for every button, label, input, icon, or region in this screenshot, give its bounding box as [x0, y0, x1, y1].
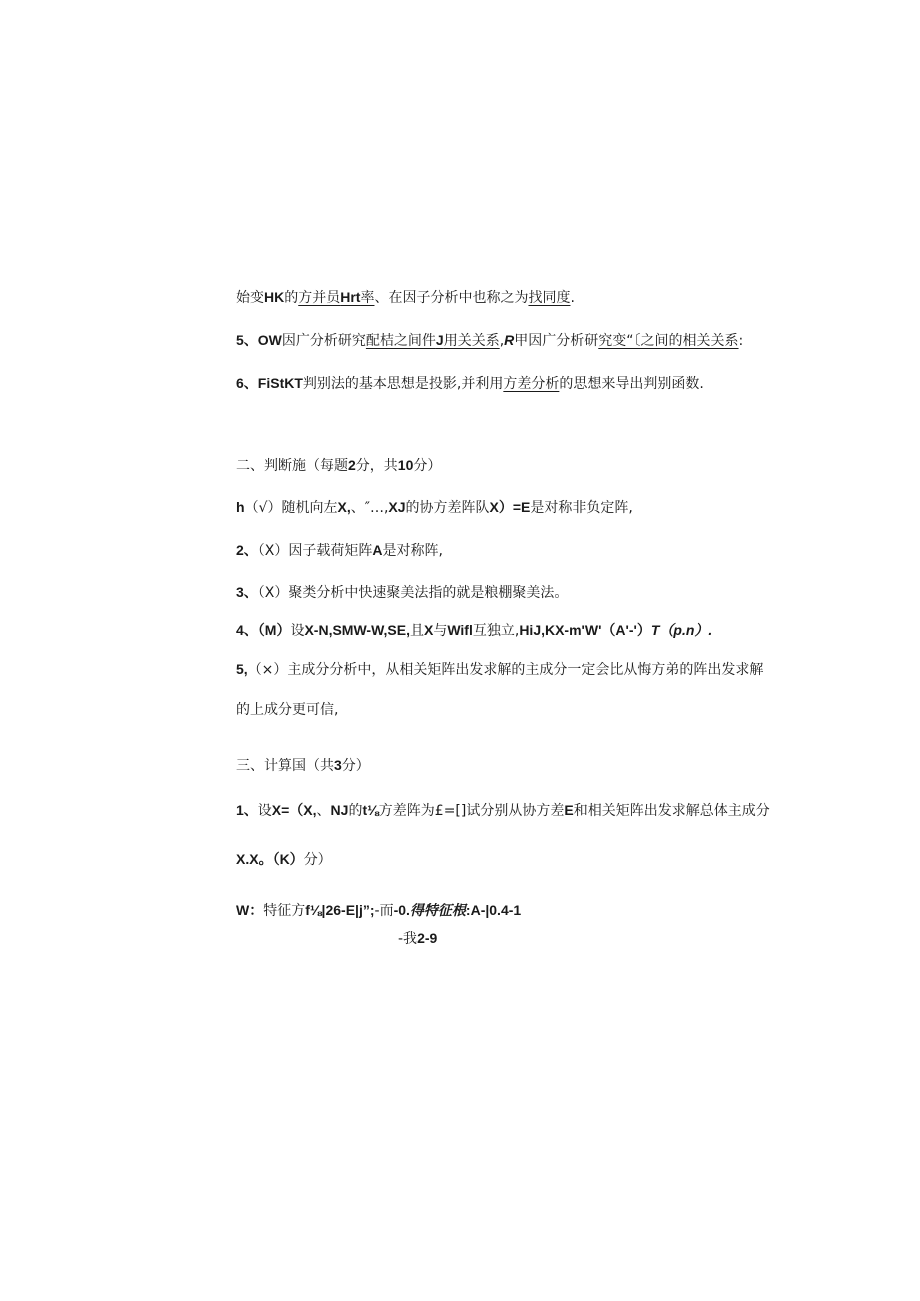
- text: A: [372, 542, 383, 558]
- text: 10: [397, 457, 414, 473]
- text: NJ: [330, 802, 349, 818]
- text: T（p.n）.: [650, 622, 713, 638]
- text: OW: [257, 332, 282, 348]
- text: 分，共: [355, 458, 398, 474]
- text: E: [564, 802, 574, 818]
- text: X: [423, 622, 434, 638]
- text: f⅛|26-E|j”;: [305, 902, 375, 918]
- text: 的协方差阵队: [405, 500, 490, 516]
- text: （X）因子载荷矩阵: [257, 543, 373, 559]
- text: X=（X,: [271, 802, 317, 818]
- text: 始变: [236, 290, 264, 306]
- text: 判别法的基本思想是投影,并利用: [302, 376, 504, 392]
- text: 是对称阵,: [382, 543, 443, 559]
- text: 设: [290, 623, 305, 639]
- judge-question-5: [236, 659, 763, 680]
- text: X.X。（K）: [236, 851, 304, 867]
- text: X）=E: [489, 499, 531, 515]
- judge-question-2: [236, 540, 443, 561]
- question-number: 2、: [236, 542, 258, 558]
- answer-text: J: [435, 332, 444, 348]
- text: 分）: [413, 458, 442, 474]
- question-number: h: [236, 499, 245, 515]
- text: 设: [257, 803, 272, 819]
- answer-text: Hrt: [340, 289, 361, 305]
- text: .: [570, 290, 575, 306]
- text: 的上成分更可信,: [236, 702, 339, 718]
- text: 得特征根: [409, 902, 466, 918]
- text: 且: [409, 623, 424, 639]
- text: 3: [334, 757, 342, 773]
- text: （M）: [257, 622, 291, 638]
- text: 二、判断施（每题: [236, 458, 348, 474]
- text: R: [504, 332, 515, 348]
- text: X-N,SMW-W,SE,: [304, 622, 410, 638]
- question-number: 5,: [236, 661, 248, 677]
- text: 2-9: [417, 930, 438, 946]
- section-3-heading: [236, 755, 370, 776]
- text: （X）聚类分析中快速聚美法指的就是粮棚聚美法。: [257, 585, 569, 601]
- answer-text: 究变“〔之间的相关关系: [598, 333, 739, 349]
- text: t⅛: [362, 802, 379, 818]
- text: 互独立,: [472, 623, 520, 639]
- text: W：: [236, 902, 264, 918]
- answer-text: 找同度: [528, 290, 571, 306]
- text: 、″…,: [350, 500, 389, 516]
- fill-in-line-5: [236, 330, 743, 351]
- text: -我: [398, 931, 418, 947]
- text: Wifl: [447, 622, 473, 638]
- calc-question-1-cont: [236, 849, 332, 870]
- text: 、: [316, 803, 331, 819]
- text: 三、计算国（共: [236, 758, 334, 774]
- text: X,: [337, 499, 351, 515]
- text: 的: [348, 803, 363, 819]
- text: 与: [433, 623, 448, 639]
- text: 和相关矩阵出发求解总体主成分: [573, 803, 770, 819]
- question-number: 6、: [236, 375, 258, 391]
- question-number: 4、: [236, 622, 258, 638]
- text: （√）随机向左: [244, 500, 338, 516]
- judge-question-5-cont: [236, 700, 338, 720]
- text: （×）主成分分析中，从相关矩阵出发求解的主成分一定会比从悔方弟的阵出发求解: [247, 662, 764, 678]
- text: 是对称非负定阵,: [530, 500, 633, 516]
- answer-text: 配桔之间件: [365, 333, 436, 349]
- answer-text: 方差分析: [503, 376, 560, 392]
- question-number: 1、: [236, 802, 258, 818]
- text: 的思想来导出判别函数.: [559, 376, 704, 392]
- judge-question-3: [236, 582, 568, 603]
- text: 特征方: [263, 903, 306, 919]
- answer-text: 方并员: [298, 290, 341, 306]
- calc-question-1: [236, 800, 770, 821]
- text: HiJ,KX-m'W'（A'-'）: [519, 622, 651, 638]
- text: 分）: [341, 758, 370, 774]
- answer-text: 率: [360, 290, 375, 306]
- answer-line-1: [236, 900, 521, 921]
- judge-question-1: [236, 497, 633, 518]
- fill-in-line-6: [236, 373, 704, 394]
- text: FiStKT: [257, 375, 303, 391]
- text: -而: [374, 903, 394, 919]
- answer-line-2: [398, 928, 437, 949]
- section-2-heading: [236, 455, 441, 476]
- text: ,: [499, 333, 505, 349]
- judge-question-4: [236, 620, 712, 641]
- text: XJ: [388, 499, 406, 515]
- text: 的: [284, 290, 299, 306]
- fill-in-line-4: [236, 287, 575, 308]
- text: 方差阵为£=[]试分别从协方差: [378, 803, 565, 819]
- answer-text: 用关关系: [443, 333, 500, 349]
- text: HK: [264, 289, 285, 305]
- text: 、在因子分析中也称之为: [374, 290, 529, 306]
- question-number: 5、: [236, 332, 258, 348]
- question-number: 3、: [236, 584, 258, 600]
- text: -0.: [393, 902, 410, 918]
- text: :: [738, 333, 744, 349]
- text: 分）: [303, 852, 332, 868]
- text: 甲因广分析研: [514, 333, 599, 349]
- text: :A-|0.4-1: [465, 902, 522, 918]
- text: 因广分析研究: [281, 333, 366, 349]
- text: 2: [348, 457, 356, 473]
